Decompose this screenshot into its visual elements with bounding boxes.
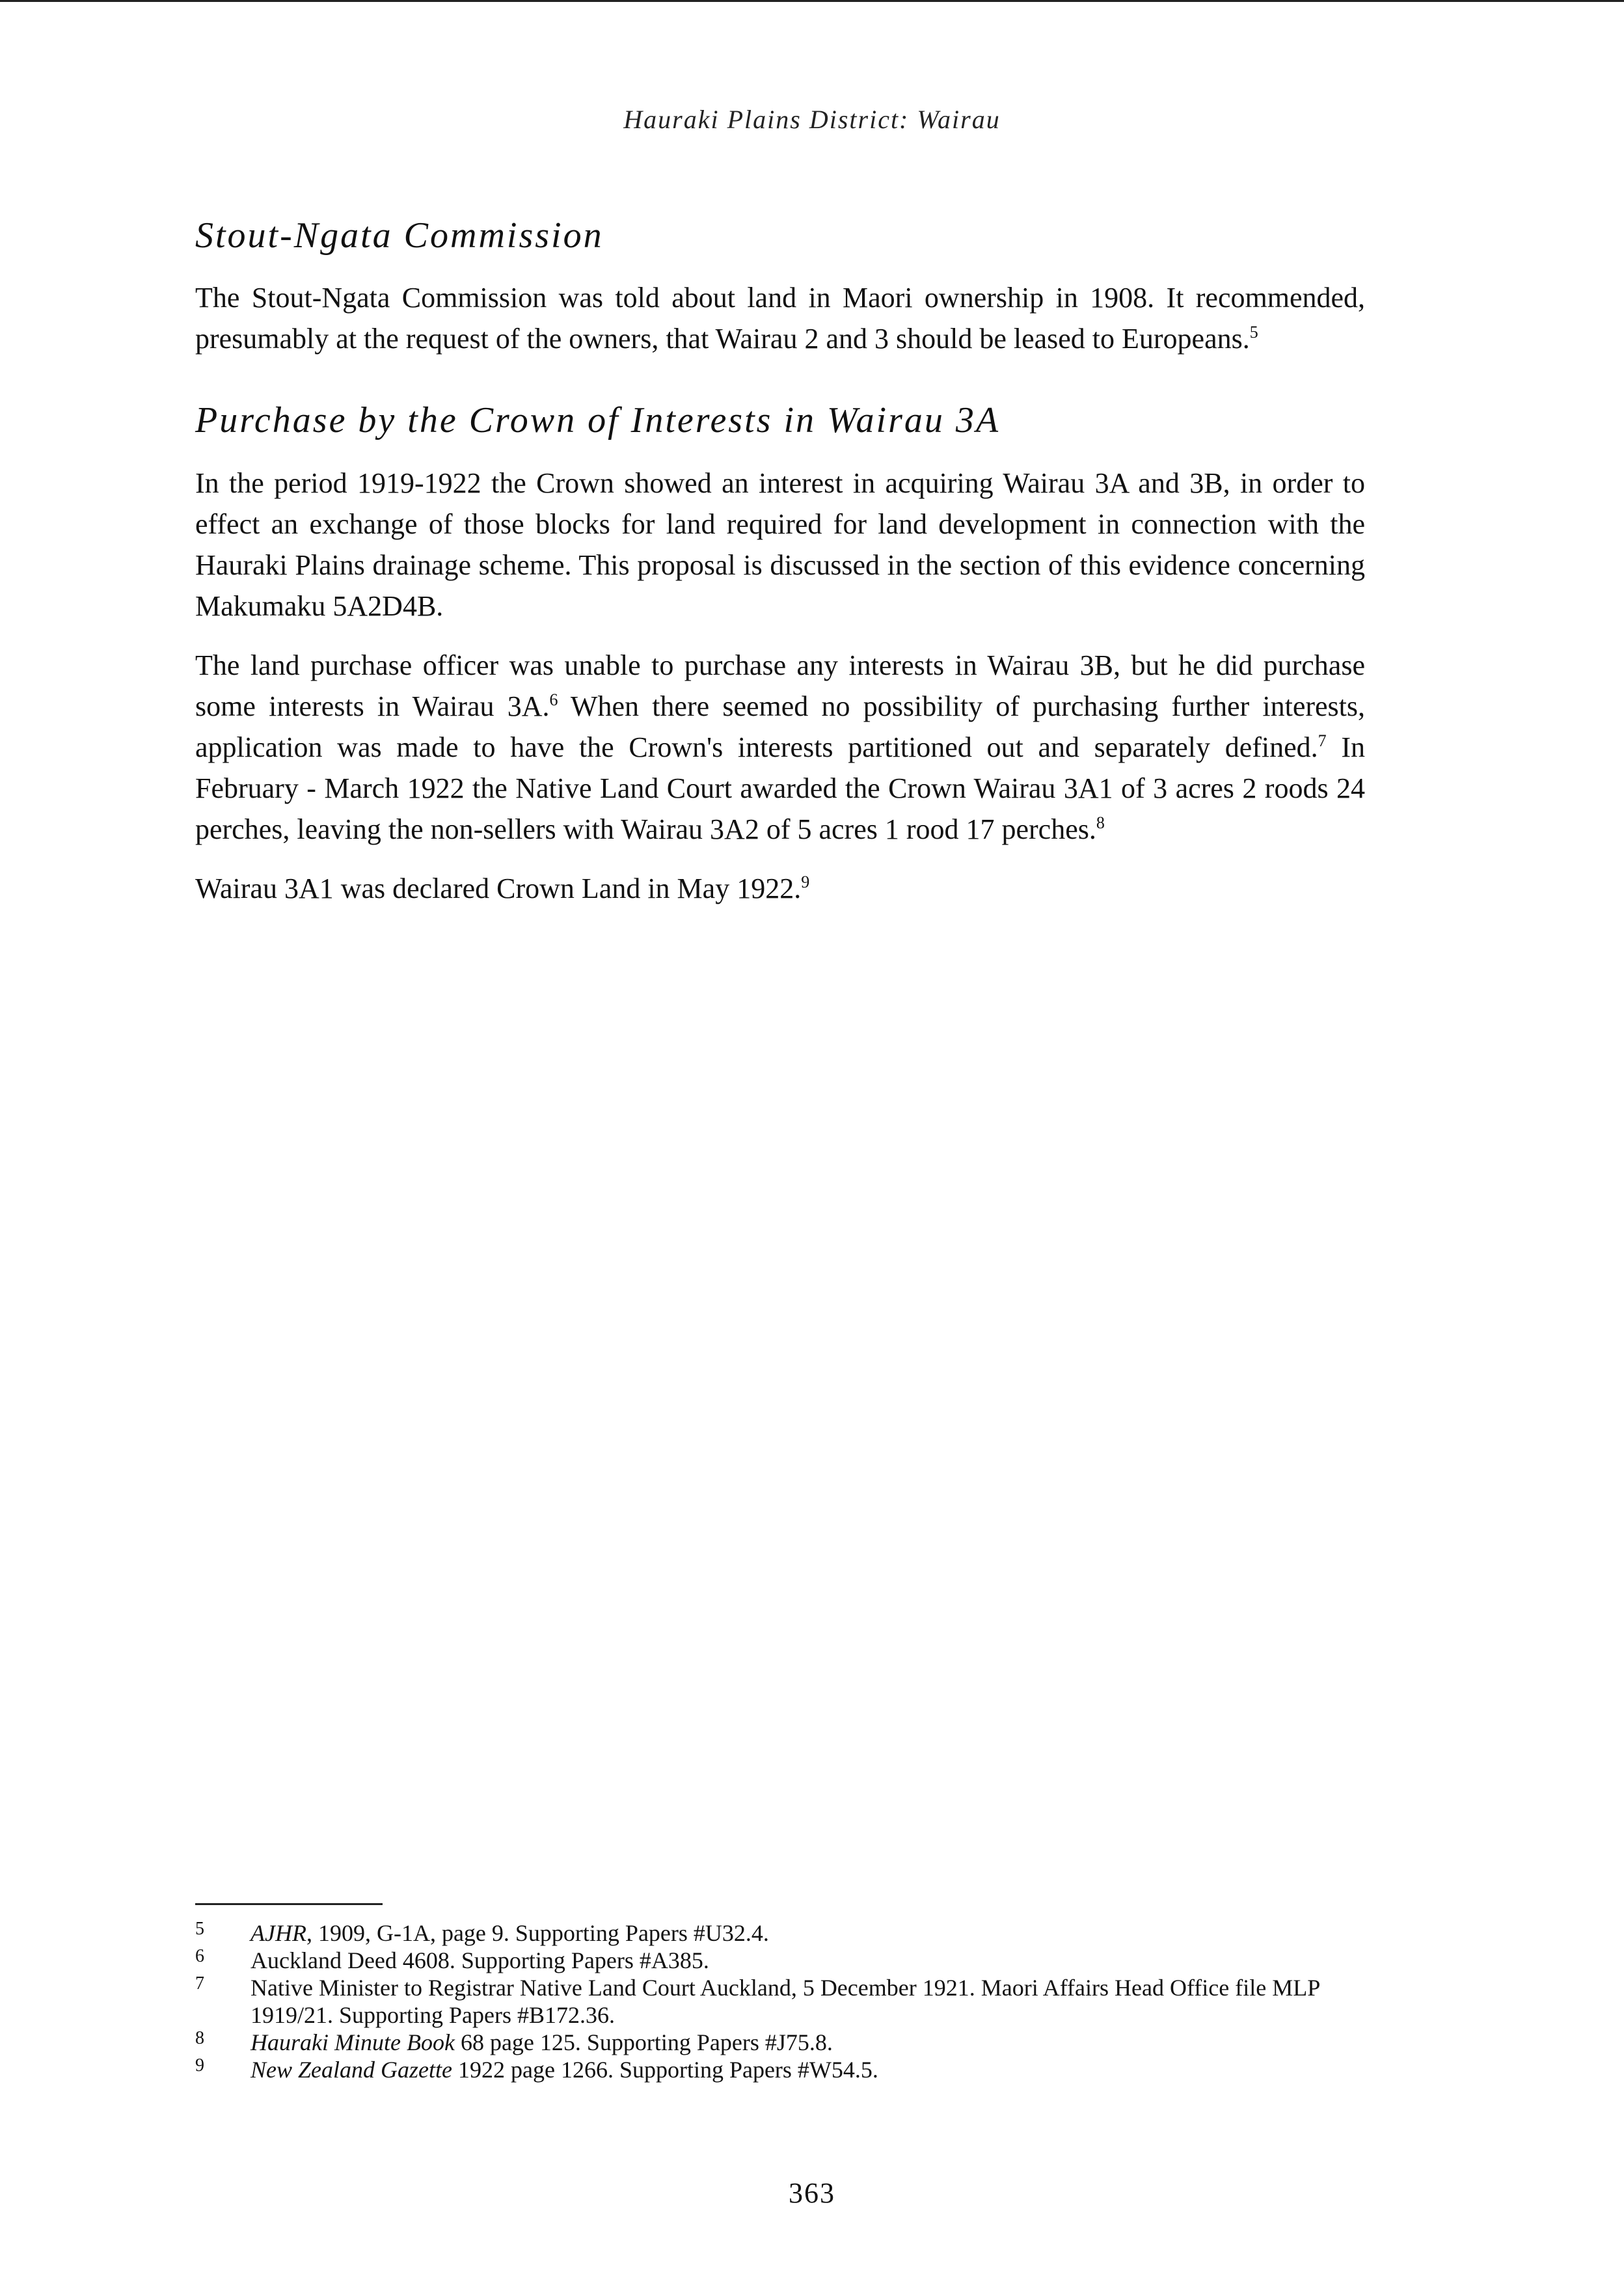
footnote-text xyxy=(250,1974,1365,2029)
footnote-ref[interactable]: 7 xyxy=(1318,731,1327,750)
footnote-body: Native Minister to Registrar Native Land Court Auckland, 5 December 1921. Maori Affairs Head Office file MLP 1919/21. Supporting Papers #B172.36. xyxy=(250,1975,1320,2028)
footnote xyxy=(195,2056,1365,2083)
footnote-number: 5 xyxy=(195,1919,204,1939)
footnote-body: Auckland Deed 4608. Supporting Papers #A385. xyxy=(250,1947,709,1973)
footnote xyxy=(195,2029,1365,2056)
footnote-text xyxy=(250,1919,1365,1947)
paragraph-text: The land purchase officer was unable to purchase any interests in Wairau 3B, but he did purchase some interests in Wairau 3A. xyxy=(195,649,1365,722)
top-border xyxy=(0,0,1624,2)
paragraph-text: The Stout-Ngata Commission was told about land in Maori ownership in 1908. It recommended, presumably at the request of the owners, that Wairau 2 and 3 should be leased to Europeans. xyxy=(195,282,1365,355)
paragraph xyxy=(195,645,1365,850)
footnote-text xyxy=(250,1947,1365,1974)
footnote-divider xyxy=(195,1903,383,1905)
footnote xyxy=(195,1919,1365,1947)
paragraph xyxy=(195,868,1365,909)
main-content xyxy=(195,215,1365,927)
paragraph xyxy=(195,277,1365,359)
footnote-ref[interactable]: 6 xyxy=(549,690,558,709)
footnote-number: 8 xyxy=(195,2028,204,2048)
footnote xyxy=(195,1947,1365,1974)
footnote-text xyxy=(250,2029,1365,2056)
footnote-title: AJHR xyxy=(250,1920,306,1946)
page-number: 363 xyxy=(789,2177,835,2209)
paragraph-text: In the period 1919-1922 the Crown showed an interest in acquiring Wairau 3A and 3B, in order to effect an exchange of those blocks for land required for land development in connection with the Hauraki Plains drainage scheme. This proposal is discussed in the section of this evidence concerning Makumaku 5A2D4B. xyxy=(195,467,1365,622)
footnote-title: Hauraki Minute Book xyxy=(250,2029,455,2055)
footnote-body: 1922 page 1266. Supporting Papers #W54.5. xyxy=(452,2057,878,2083)
footnote-number: 6 xyxy=(195,1946,204,1966)
paragraph xyxy=(195,463,1365,627)
footnotes xyxy=(195,1919,1365,2083)
running-head: Hauraki Plains District: Wairau xyxy=(623,105,1001,134)
paragraph-text: Wairau 3A1 was declared Crown Land in May 1922. xyxy=(195,872,802,904)
footnote-number: 9 xyxy=(195,2055,204,2076)
section-heading-stout-ngata: Stout-Ngata Commission xyxy=(195,215,604,256)
footnote-ref[interactable]: 5 xyxy=(1249,323,1258,342)
paragraph-text: When there seemed no possibility of purchasing further interests, application was made to have the Crown's interests partitioned out and separately defined. xyxy=(195,690,1365,763)
section-heading-purchase: Purchase by the Crown of Interests in Wairau 3A xyxy=(195,400,1001,441)
footnote-body: , 1909, G-1A, page 9. Supporting Papers #U32.4. xyxy=(306,1920,769,1946)
footnote-text xyxy=(250,2056,1365,2083)
footnote-ref[interactable]: 9 xyxy=(801,872,810,891)
footnote-body: 68 page 125. Supporting Papers #J75.8. xyxy=(454,2029,833,2055)
footnote-title: New Zealand Gazette xyxy=(250,2057,452,2083)
footnote-number: 7 xyxy=(195,1973,204,1994)
footnote xyxy=(195,1974,1365,2029)
paragraph-text: In February - March 1922 the Native Land Court awarded the Crown Wairau 3A1 of 3 acres 2 roods 24 perches, leaving the non-sellers with Wairau 3A2 of 5 acres 1 rood 17 perches. xyxy=(195,731,1365,845)
footnote-ref[interactable]: 8 xyxy=(1096,813,1105,832)
